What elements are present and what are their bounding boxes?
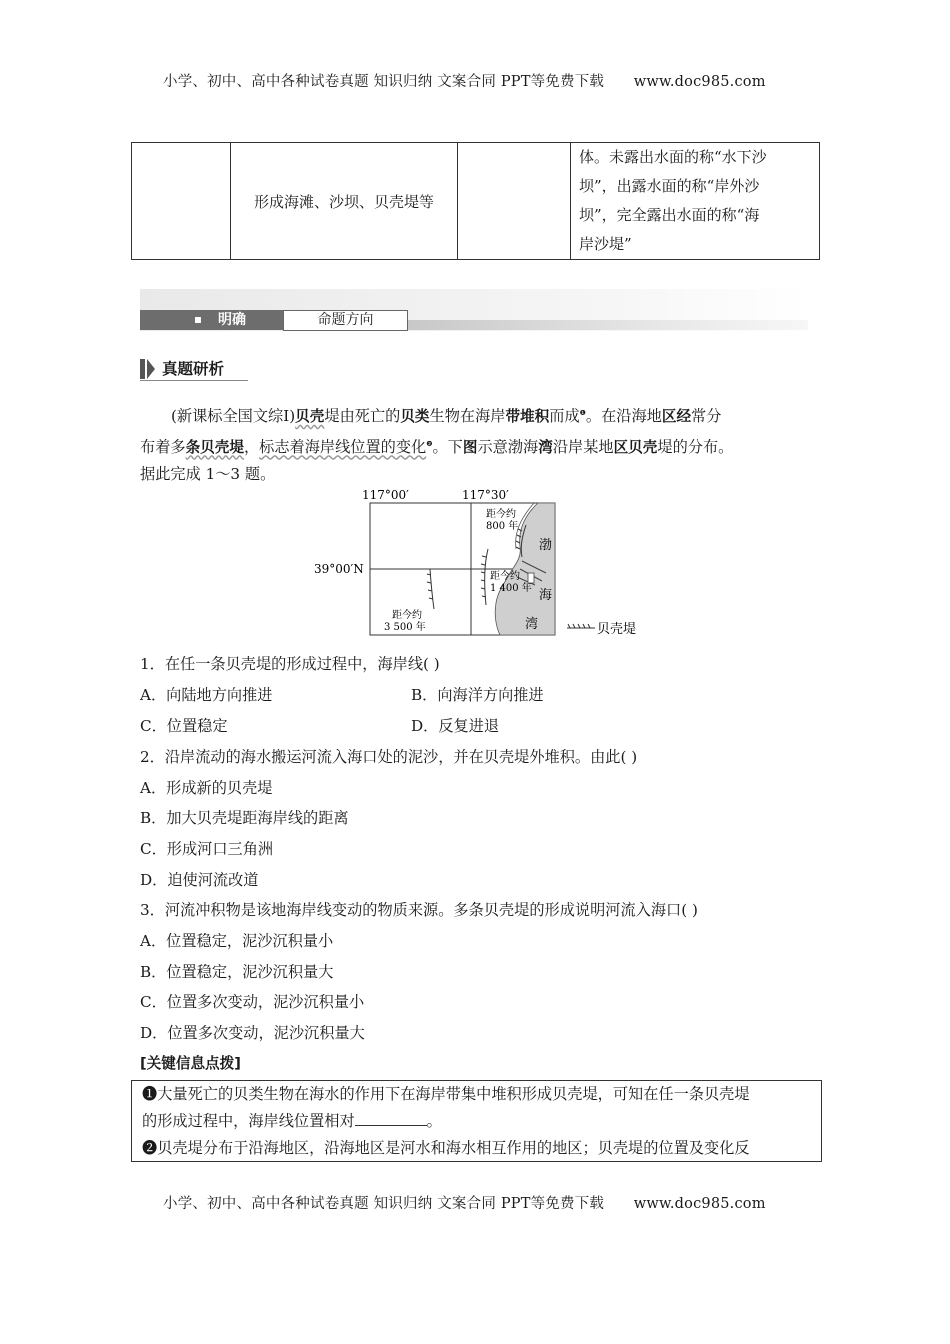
legend-label: 贝壳堤 [597,622,637,637]
q3-option-a[interactable]: A．位置稳定，泥沙沉积量小 [140,932,334,950]
key-info-box [131,1080,822,1162]
label-1400-line1: 距今约 [490,571,520,582]
lat-label-39n: 39°00′N [314,562,364,576]
header-text: 小学、初中、高中各种试卷真题 知识归纳 文案合同 PPT等免费下载 [163,74,605,90]
q2-option-c[interactable]: C．形成河口三角洲 [140,840,274,858]
question-2-stem: 2．沿岸流动的海水搬运河流入海口处的泥沙，并在贝壳堤外堆积。由此( ) [140,748,638,766]
table-cell-deposits: 形成海滩、沙坝、贝壳堤等 [231,143,458,260]
label-800-line2: 800 年 [486,521,519,532]
sea-char-1: 渤 [539,538,553,553]
page-footer [163,1192,766,1213]
legend-shell-ridge-icon [567,624,595,628]
annotation-mark: ❷ [426,439,433,448]
annotation-mark: ❶ [579,409,586,417]
label-1400-line2: 1 400 年 [490,583,532,594]
table-cell-empty [132,143,231,260]
lon-label-117-00: 117°00′ [362,488,409,502]
section-marker-icon [140,359,145,379]
q1-option-a[interactable]: A．向陆地方向推进 [140,686,273,704]
banner-label: 明确 [140,310,283,330]
q2-option-d[interactable]: D．迫使河流改道 [140,871,259,889]
label-3500-line1: 距今约 [392,610,422,621]
table-cell-empty [458,143,571,260]
lon-label-117-30: 117°30′ [462,488,509,502]
question-1-stem: 1．在任一条贝壳堤的形成过程中，海岸线( ) [140,655,440,673]
sea-char-3: 湾 [525,617,539,632]
q1-option-c[interactable]: C．位置稳定 [140,717,228,735]
key-info-line-3: ❷贝壳堤分布于沿海地区，沿海地区是河水和海水相互作用的地区；贝壳堤的位置及变化反 [142,1139,750,1157]
square-bullet-icon [195,317,201,323]
banner-bar [408,320,808,330]
section-banner [140,289,810,331]
q1-option-d[interactable]: D．反复进退 [411,717,500,735]
table-cell-description: 体。未露出水面的称“水下沙 坝”，出露水面的称“岸外沙 坝”，完全露出水面的称“海 岸沙堤” [571,143,820,260]
label-3500-line2: 3 500 年 [384,622,426,633]
q2-option-b[interactable]: B．加大贝壳堤距海岸线的距离 [140,809,349,827]
fill-blank[interactable] [355,1111,427,1126]
q3-option-d[interactable]: D．位置多次变动，泥沙沉积量大 [140,1024,365,1042]
q1-option-b[interactable]: B．向海洋方向推进 [411,686,544,704]
shell-ridge-3500 [427,569,434,609]
section-arrow-icon [147,359,155,379]
continuation-table [131,142,820,260]
page-header [163,70,766,91]
question-intro: (新课标全国文综Ⅰ)贝壳堤由死亡的贝类生物在海岸带堆积而成$^❶$。在沿海地区经常分 布着多条贝壳堤，标志着海岸线位置的变化$^❷$。下图示意渤海湾沿岸某地区贝壳堤的分布。 据此完成 1～3 题。 [140,407,734,484]
question-3-stem: 3．河流冲积物是该地海岸线变动的物质来源。多条贝壳堤的形成说明河流入海口( ) [140,901,698,919]
shell-ridge-map [310,485,650,640]
q3-option-b[interactable]: B．位置稳定，泥沙沉积量大 [140,963,334,981]
footer-site[interactable]: www.doc985.com [633,1196,766,1212]
banner-subtitle: 命题方向 [283,310,408,331]
key-info-line-1: ❶大量死亡的贝类生物在海水的作用下在海岸带集中堆积形成贝壳堤，可知在任一条贝壳堤 [142,1085,750,1103]
shell-ridge-1400 [481,549,488,605]
header-site[interactable]: www.doc985.com [633,74,766,90]
key-info-title: [关键信息点拨] [140,1055,241,1072]
label-800-line1: 距今约 [486,509,516,520]
q2-option-a[interactable]: A．形成新的贝壳堤 [140,779,273,797]
q3-option-c[interactable]: C．位置多次变动，泥沙沉积量小 [140,993,365,1011]
footer-text: 小学、初中、高中各种试卷真题 知识归纳 文案合同 PPT等免费下载 [163,1196,605,1212]
key-info-line-2: 的形成过程中，海岸线位置相对 。 [142,1112,442,1130]
sea-char-2: 海 [539,588,553,603]
